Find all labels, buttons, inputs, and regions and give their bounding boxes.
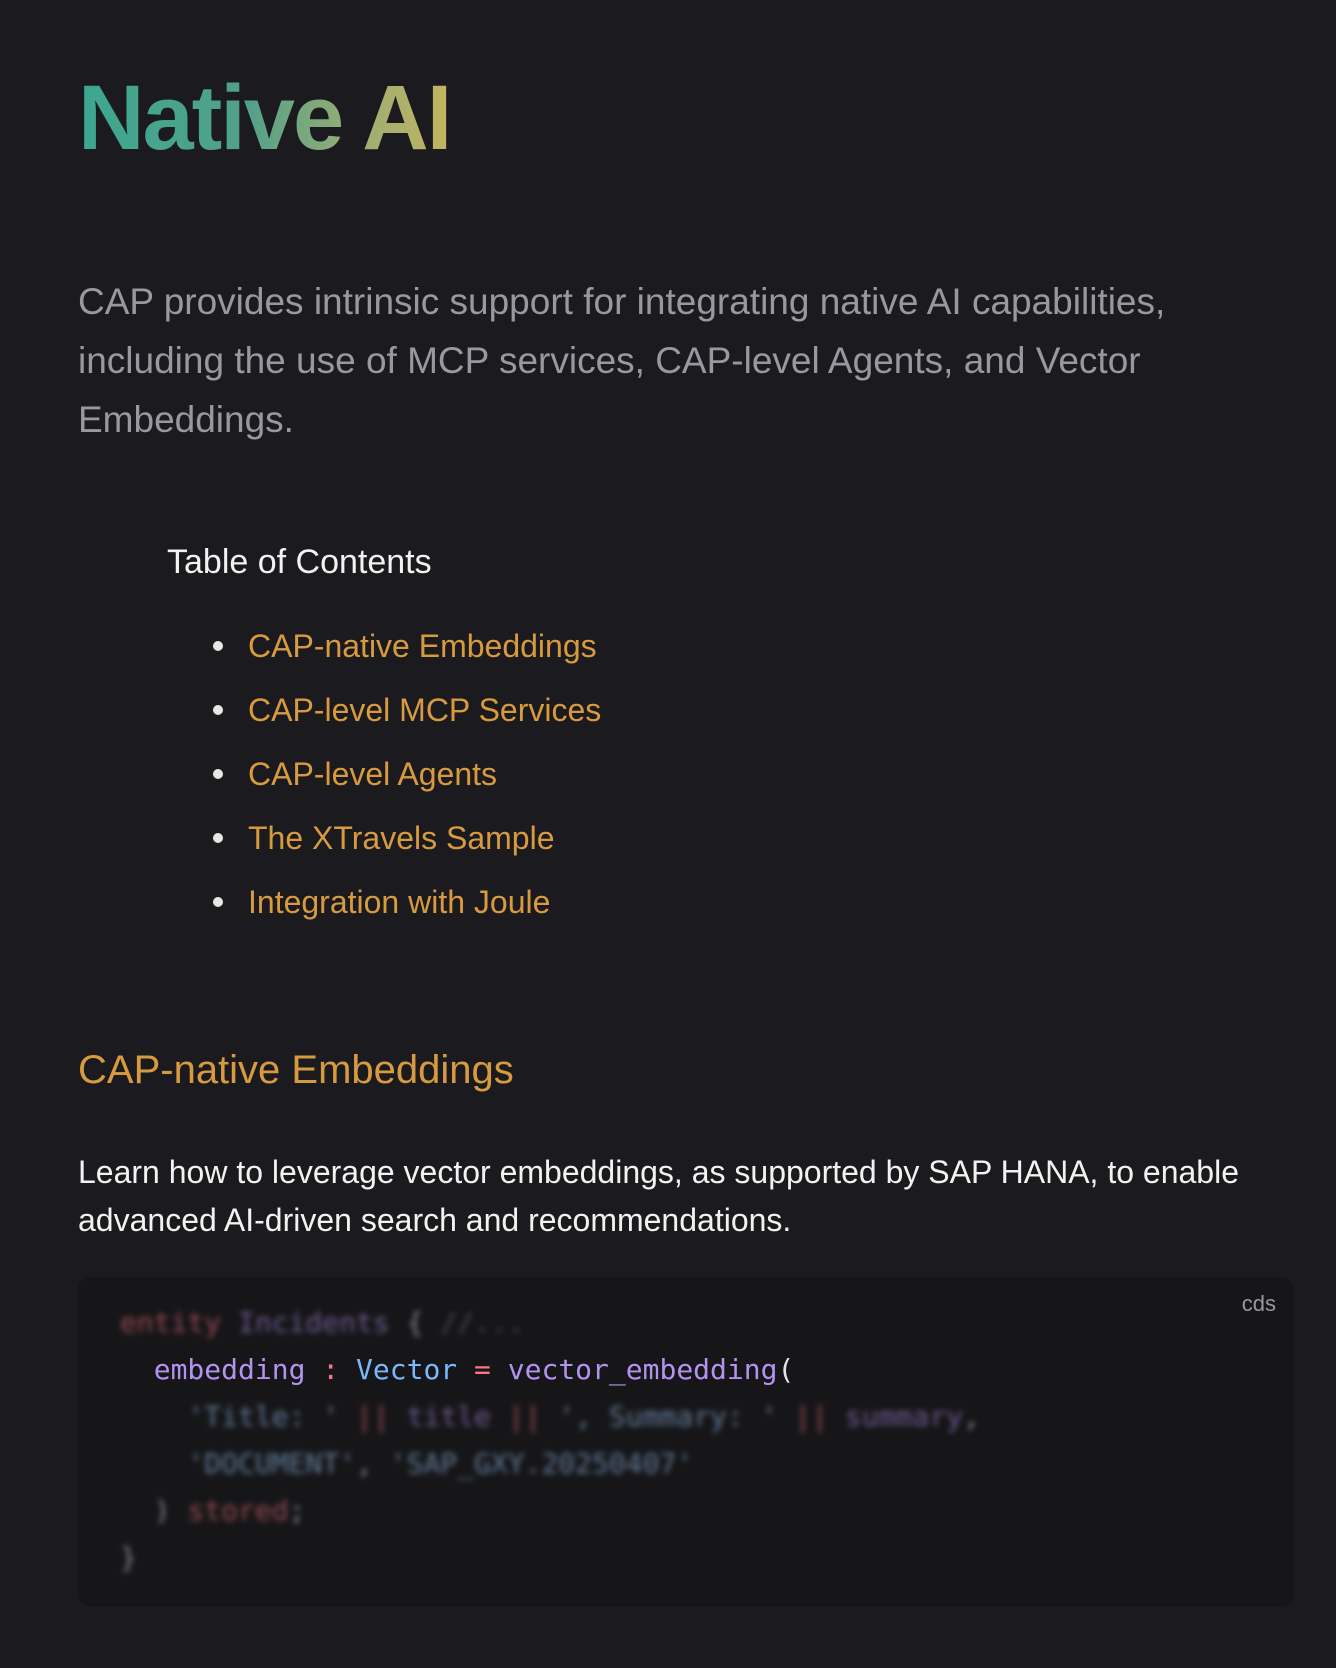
code-token: )	[153, 1494, 171, 1527]
code-indent	[120, 1353, 154, 1386]
code-line	[120, 1534, 980, 1581]
code-line	[120, 1487, 980, 1534]
code-token: ,	[962, 1400, 980, 1433]
bullet-icon	[213, 705, 223, 715]
code-token: 'DOCUMENT'	[187, 1447, 357, 1480]
code-token: ||	[794, 1400, 829, 1433]
code-indent	[120, 1494, 154, 1527]
code-token: {	[406, 1306, 424, 1339]
bullet-icon	[213, 833, 223, 843]
code-line	[120, 1440, 980, 1487]
code-token: title	[406, 1400, 491, 1433]
code-token: summary	[844, 1400, 963, 1433]
code-token: 'Title: '	[187, 1400, 340, 1433]
code-token: :	[322, 1353, 340, 1386]
toc-link-cap-level-agents[interactable]: CAP-level Agents	[248, 756, 498, 792]
toc-title: Table of Contents	[167, 543, 432, 581]
code-token: ', Summary: '	[558, 1400, 778, 1433]
toc-link-xtravels-sample[interactable]: The XTravels Sample	[248, 820, 555, 856]
intro-paragraph: CAP provides intrinsic support for integrating native AI capabilities, including the use of MCP services, CAP-level Agents, and Vector Embeddings.	[78, 281, 1166, 440]
code-indent	[120, 1400, 187, 1433]
list-item	[167, 870, 601, 934]
code-token: ||	[507, 1400, 542, 1433]
code-token: ,	[356, 1447, 373, 1480]
bullet-icon	[213, 897, 223, 907]
code-token: Incidents	[238, 1306, 390, 1339]
code-content[interactable]	[120, 1299, 980, 1581]
list-item	[167, 614, 601, 678]
toc-link-cap-native-embeddings[interactable]: CAP-native Embeddings	[248, 628, 597, 664]
code-token: ||	[356, 1400, 390, 1433]
section-heading: CAP-native Embeddings	[78, 1048, 514, 1092]
list-item	[167, 678, 601, 742]
toc-list	[167, 614, 601, 934]
table-of-contents	[167, 536, 601, 934]
code-line	[120, 1393, 980, 1440]
code-language-label: cds	[1241, 1291, 1276, 1316]
code-token: entity	[120, 1306, 222, 1339]
code-indent	[120, 1447, 187, 1480]
page-title: Native AI	[78, 58, 450, 178]
bullet-icon	[213, 641, 223, 651]
code-line	[120, 1346, 980, 1393]
list-item	[167, 742, 601, 806]
toc-link-cap-level-mcp-services[interactable]: CAP-level MCP Services	[248, 692, 602, 728]
list-item	[167, 806, 601, 870]
code-token: embedding	[153, 1353, 306, 1386]
code-block[interactable]	[78, 1277, 1294, 1607]
code-token: 'SAP_GXY.20250407'	[389, 1447, 694, 1480]
bullet-icon	[213, 769, 223, 779]
code-token: vector_embedding	[507, 1353, 778, 1386]
code-token: Vector	[356, 1353, 458, 1386]
code-token: stored	[187, 1494, 289, 1527]
code-token: (	[777, 1353, 795, 1386]
code-token: //...	[440, 1306, 525, 1339]
code-token: ;	[288, 1494, 306, 1527]
code-token: =	[474, 1353, 491, 1386]
code-token: }	[120, 1541, 137, 1574]
code-line	[120, 1299, 980, 1346]
section-paragraph: Learn how to leverage vector embeddings, as supported by SAP HANA, to enable advanced AI-driven search and recommendations.	[78, 1154, 1239, 1238]
toc-link-integration-with-joule[interactable]: Integration with Joule	[248, 884, 551, 920]
